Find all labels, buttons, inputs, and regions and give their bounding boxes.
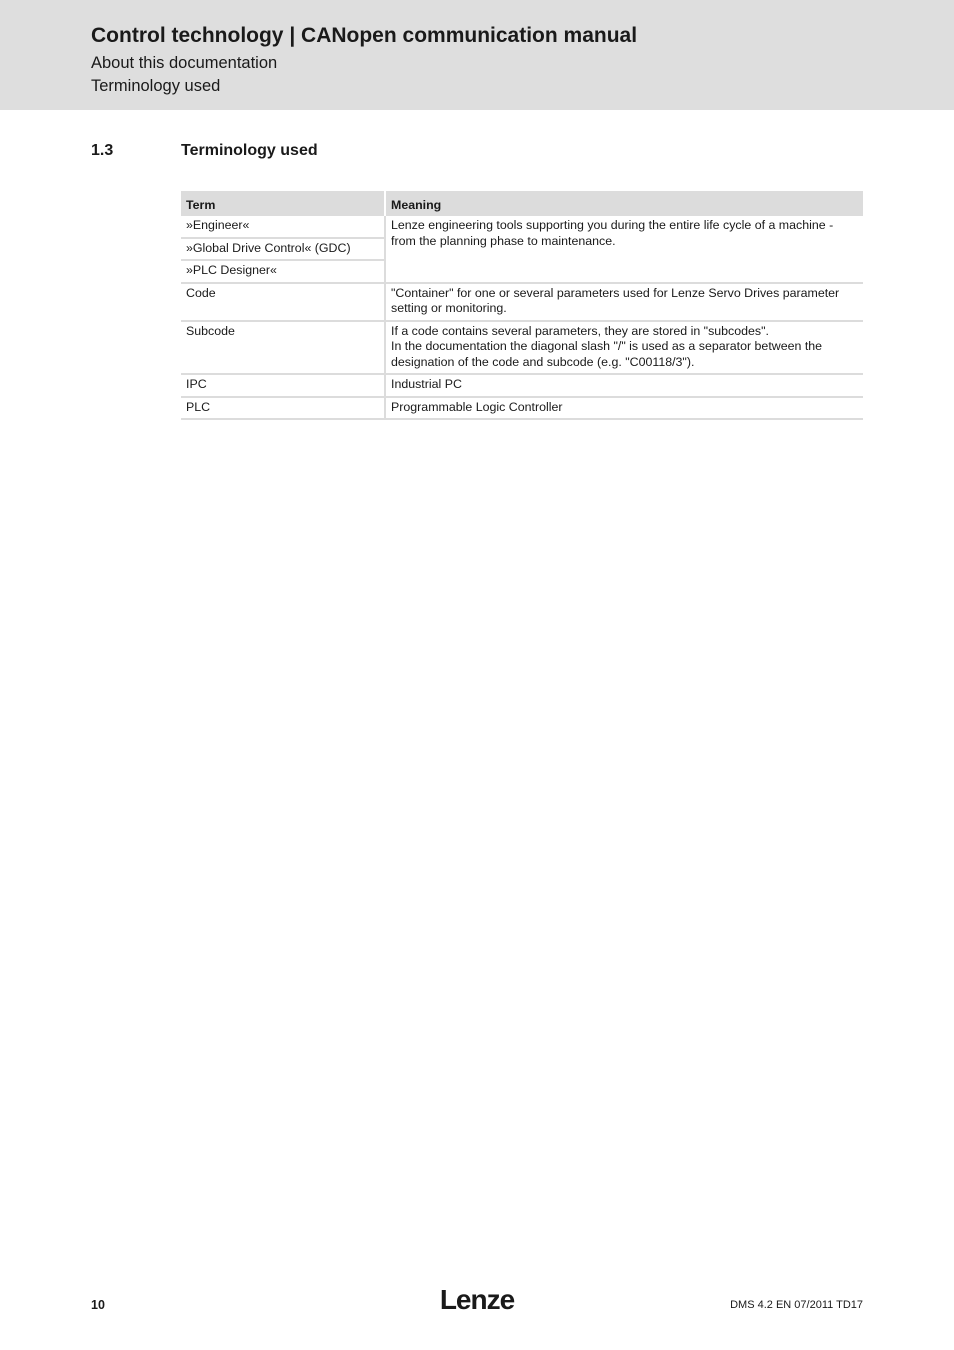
term-cell: IPC (181, 374, 385, 397)
term-cell: Code (181, 283, 385, 321)
meaning-text: Programmable Logic Controller (391, 399, 563, 414)
terminology-table (181, 191, 863, 420)
meaning-text: Industrial PC (391, 377, 462, 391)
meaning-cell (385, 216, 863, 283)
breadcrumb-chapter: About this documentation (91, 54, 278, 72)
meaning-cell (385, 283, 863, 321)
lenze-logo (437, 1285, 517, 1315)
section-title: Terminology used (181, 142, 318, 159)
table-row (181, 216, 863, 238)
term-cell: »Global Drive Control« (GDC) (181, 238, 385, 261)
table-header-row (181, 191, 863, 216)
table-row (181, 321, 863, 375)
term-cell: »Engineer« (181, 216, 385, 238)
meaning-cell (385, 374, 863, 397)
meaning-cell (385, 397, 863, 420)
meaning-text: In the documentation the diagonal slash "/" is used as a separator between the designation of the code and subcode (e.g. "C00118/3"). (391, 339, 823, 369)
logo-text: Lenze (439, 1285, 515, 1315)
term-cell: »PLC Designer« (181, 260, 385, 283)
table-row (181, 374, 863, 397)
column-header-term: Term (181, 191, 385, 216)
term-cell: PLC (181, 397, 385, 420)
term-cell: Subcode (181, 321, 385, 375)
meaning-text: If a code contains several parameters, they are stored in "subcodes". (391, 323, 769, 338)
document-id: DMS 4.2 EN 07/2011 TD17 (730, 1299, 863, 1311)
meaning-cell (385, 321, 863, 375)
meaning-text: Lenze engineering tools supporting you during the entire life cycle of a machine - from the planning phase to maintenance. (391, 218, 834, 248)
meaning-text: "Container" for one or several parameters used for Lenze Servo Drives parameter setting or monitoring. (391, 285, 840, 315)
table-row (181, 283, 863, 321)
page-header (0, 0, 954, 110)
breadcrumb-section: Terminology used (91, 77, 221, 95)
column-header-meaning: Meaning (385, 191, 863, 216)
section-number: 1.3 (91, 142, 114, 159)
table-row (181, 397, 863, 420)
document-title: Control technology | CANopen communication manual (91, 24, 638, 47)
page-number: 10 (91, 1298, 105, 1312)
